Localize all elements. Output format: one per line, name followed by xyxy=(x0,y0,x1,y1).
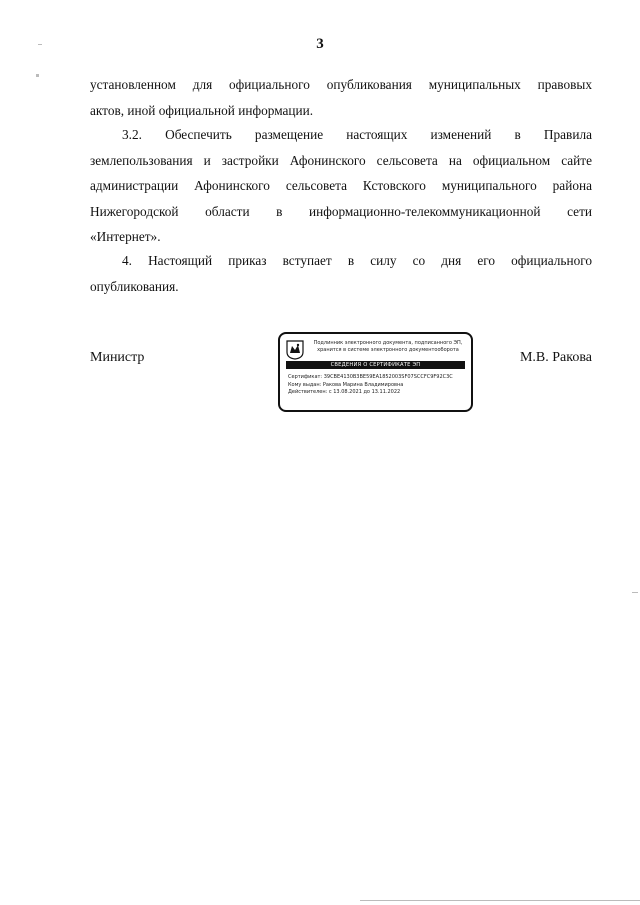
issued-to-row xyxy=(288,382,465,390)
text-line: 3.2. Обеспечить размещение настоящих изменений в Правила xyxy=(122,127,592,142)
paragraph-clause-4 xyxy=(90,248,592,299)
electronic-signature-stamp xyxy=(278,332,473,412)
certificate-label: Сертификат: xyxy=(288,374,323,380)
text-line: Нижегородской области в информационно-телекоммуникационной сети xyxy=(90,203,592,219)
scan-artifact xyxy=(360,900,640,901)
text-line: «Интернет». xyxy=(90,229,161,244)
scan-artifact xyxy=(36,74,39,77)
stamp-details xyxy=(288,374,465,397)
text-line: актов, иной официальной информации. xyxy=(90,102,314,118)
signatory-role: Министр xyxy=(90,350,145,365)
paragraph-clause-3-2 xyxy=(90,122,592,250)
text-line: опубликования. xyxy=(90,278,179,294)
validity-value: с 13.08.2021 до 13.11.2022 xyxy=(328,389,401,395)
validity-row xyxy=(288,389,465,397)
scan-artifact xyxy=(632,592,638,593)
coat-of-arms-icon xyxy=(286,340,304,360)
stamp-title-bar: СВЕДЕНИЯ О СЕРТИФИКАТЕ ЭП xyxy=(286,361,465,369)
stamp-header-line: хранится в системе электронного документооборота xyxy=(317,347,459,353)
certificate-value: 39CBE4130B3BE59EA1852003SF07SCCFC9F92C3C xyxy=(323,374,453,380)
scan-artifact xyxy=(38,44,42,45)
issued-to-label: Кому выдан: xyxy=(288,381,322,388)
validity-label: Действителен: xyxy=(288,389,328,395)
stamp-header xyxy=(308,340,468,354)
text-line: установленном для официального опубликования муниципальных правовых xyxy=(90,77,592,92)
stamp-header-line: Подлинник электронного документа, подписанного ЭП, xyxy=(313,340,463,346)
text-line: землепользования и застройки Афонинского сельсовета на официальном сайте xyxy=(90,152,592,168)
text-line: 4. Настоящий приказ вступает в силу со дня его официального xyxy=(122,253,592,268)
text-line: администрации Афонинского сельсовета Кстовского муниципального района xyxy=(90,178,592,193)
page-number: 3 xyxy=(316,36,324,52)
paragraph-continuation xyxy=(90,72,592,123)
issued-to-value: Ракова Марина Владимировна xyxy=(322,381,404,388)
signatory-name: М.В. Ракова xyxy=(519,350,592,365)
certificate-row xyxy=(288,374,465,382)
